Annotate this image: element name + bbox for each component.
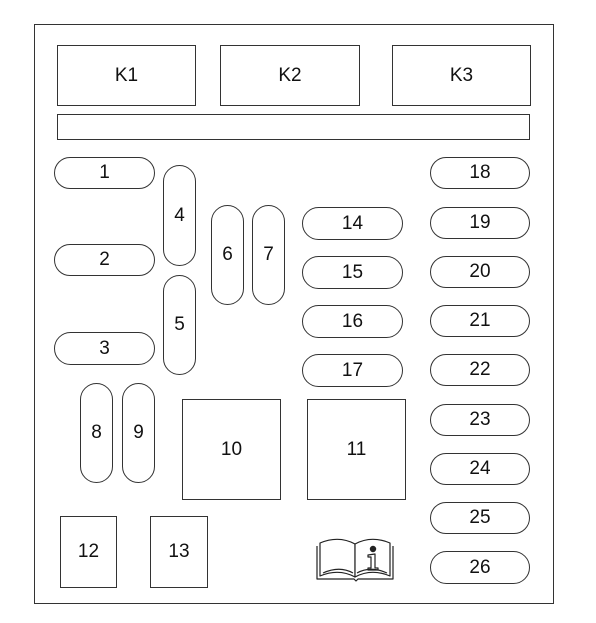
fuse-16: 16 <box>302 305 403 338</box>
fuse-4: 4 <box>163 165 196 266</box>
fuse-20: 20 <box>430 256 530 288</box>
fuse-9: 9 <box>122 383 155 483</box>
fuse-2: 2 <box>54 244 155 276</box>
fuse-22: 22 <box>430 354 530 386</box>
fuse-6: 6 <box>211 205 244 305</box>
relay-k3: K3 <box>392 45 531 106</box>
fuse-24: 24 <box>430 453 530 485</box>
fuse-12: 12 <box>60 516 117 588</box>
fuse-3: 3 <box>54 332 155 365</box>
owners-manual-info-icon <box>314 532 396 582</box>
fuse-8: 8 <box>80 383 113 483</box>
fuse-21: 21 <box>430 305 530 337</box>
fuse-11: 11 <box>307 399 406 500</box>
fuse-1: 1 <box>54 157 155 189</box>
fuse-15: 15 <box>302 256 403 289</box>
fuse-25: 25 <box>430 502 530 534</box>
fuse-17: 17 <box>302 354 403 387</box>
fuse-13: 13 <box>150 516 208 588</box>
fuse-14: 14 <box>302 207 403 240</box>
fuse-19: 19 <box>430 207 530 239</box>
relay-k1: K1 <box>57 45 196 106</box>
fuse-26: 26 <box>430 551 530 584</box>
fuse-18: 18 <box>430 157 530 189</box>
fuse-10: 10 <box>182 399 281 500</box>
relay-k2: K2 <box>220 45 360 106</box>
fuse-5: 5 <box>163 275 196 375</box>
busbar-strip <box>57 114 530 140</box>
fuse-7: 7 <box>252 205 285 305</box>
fuse-23: 23 <box>430 404 530 436</box>
